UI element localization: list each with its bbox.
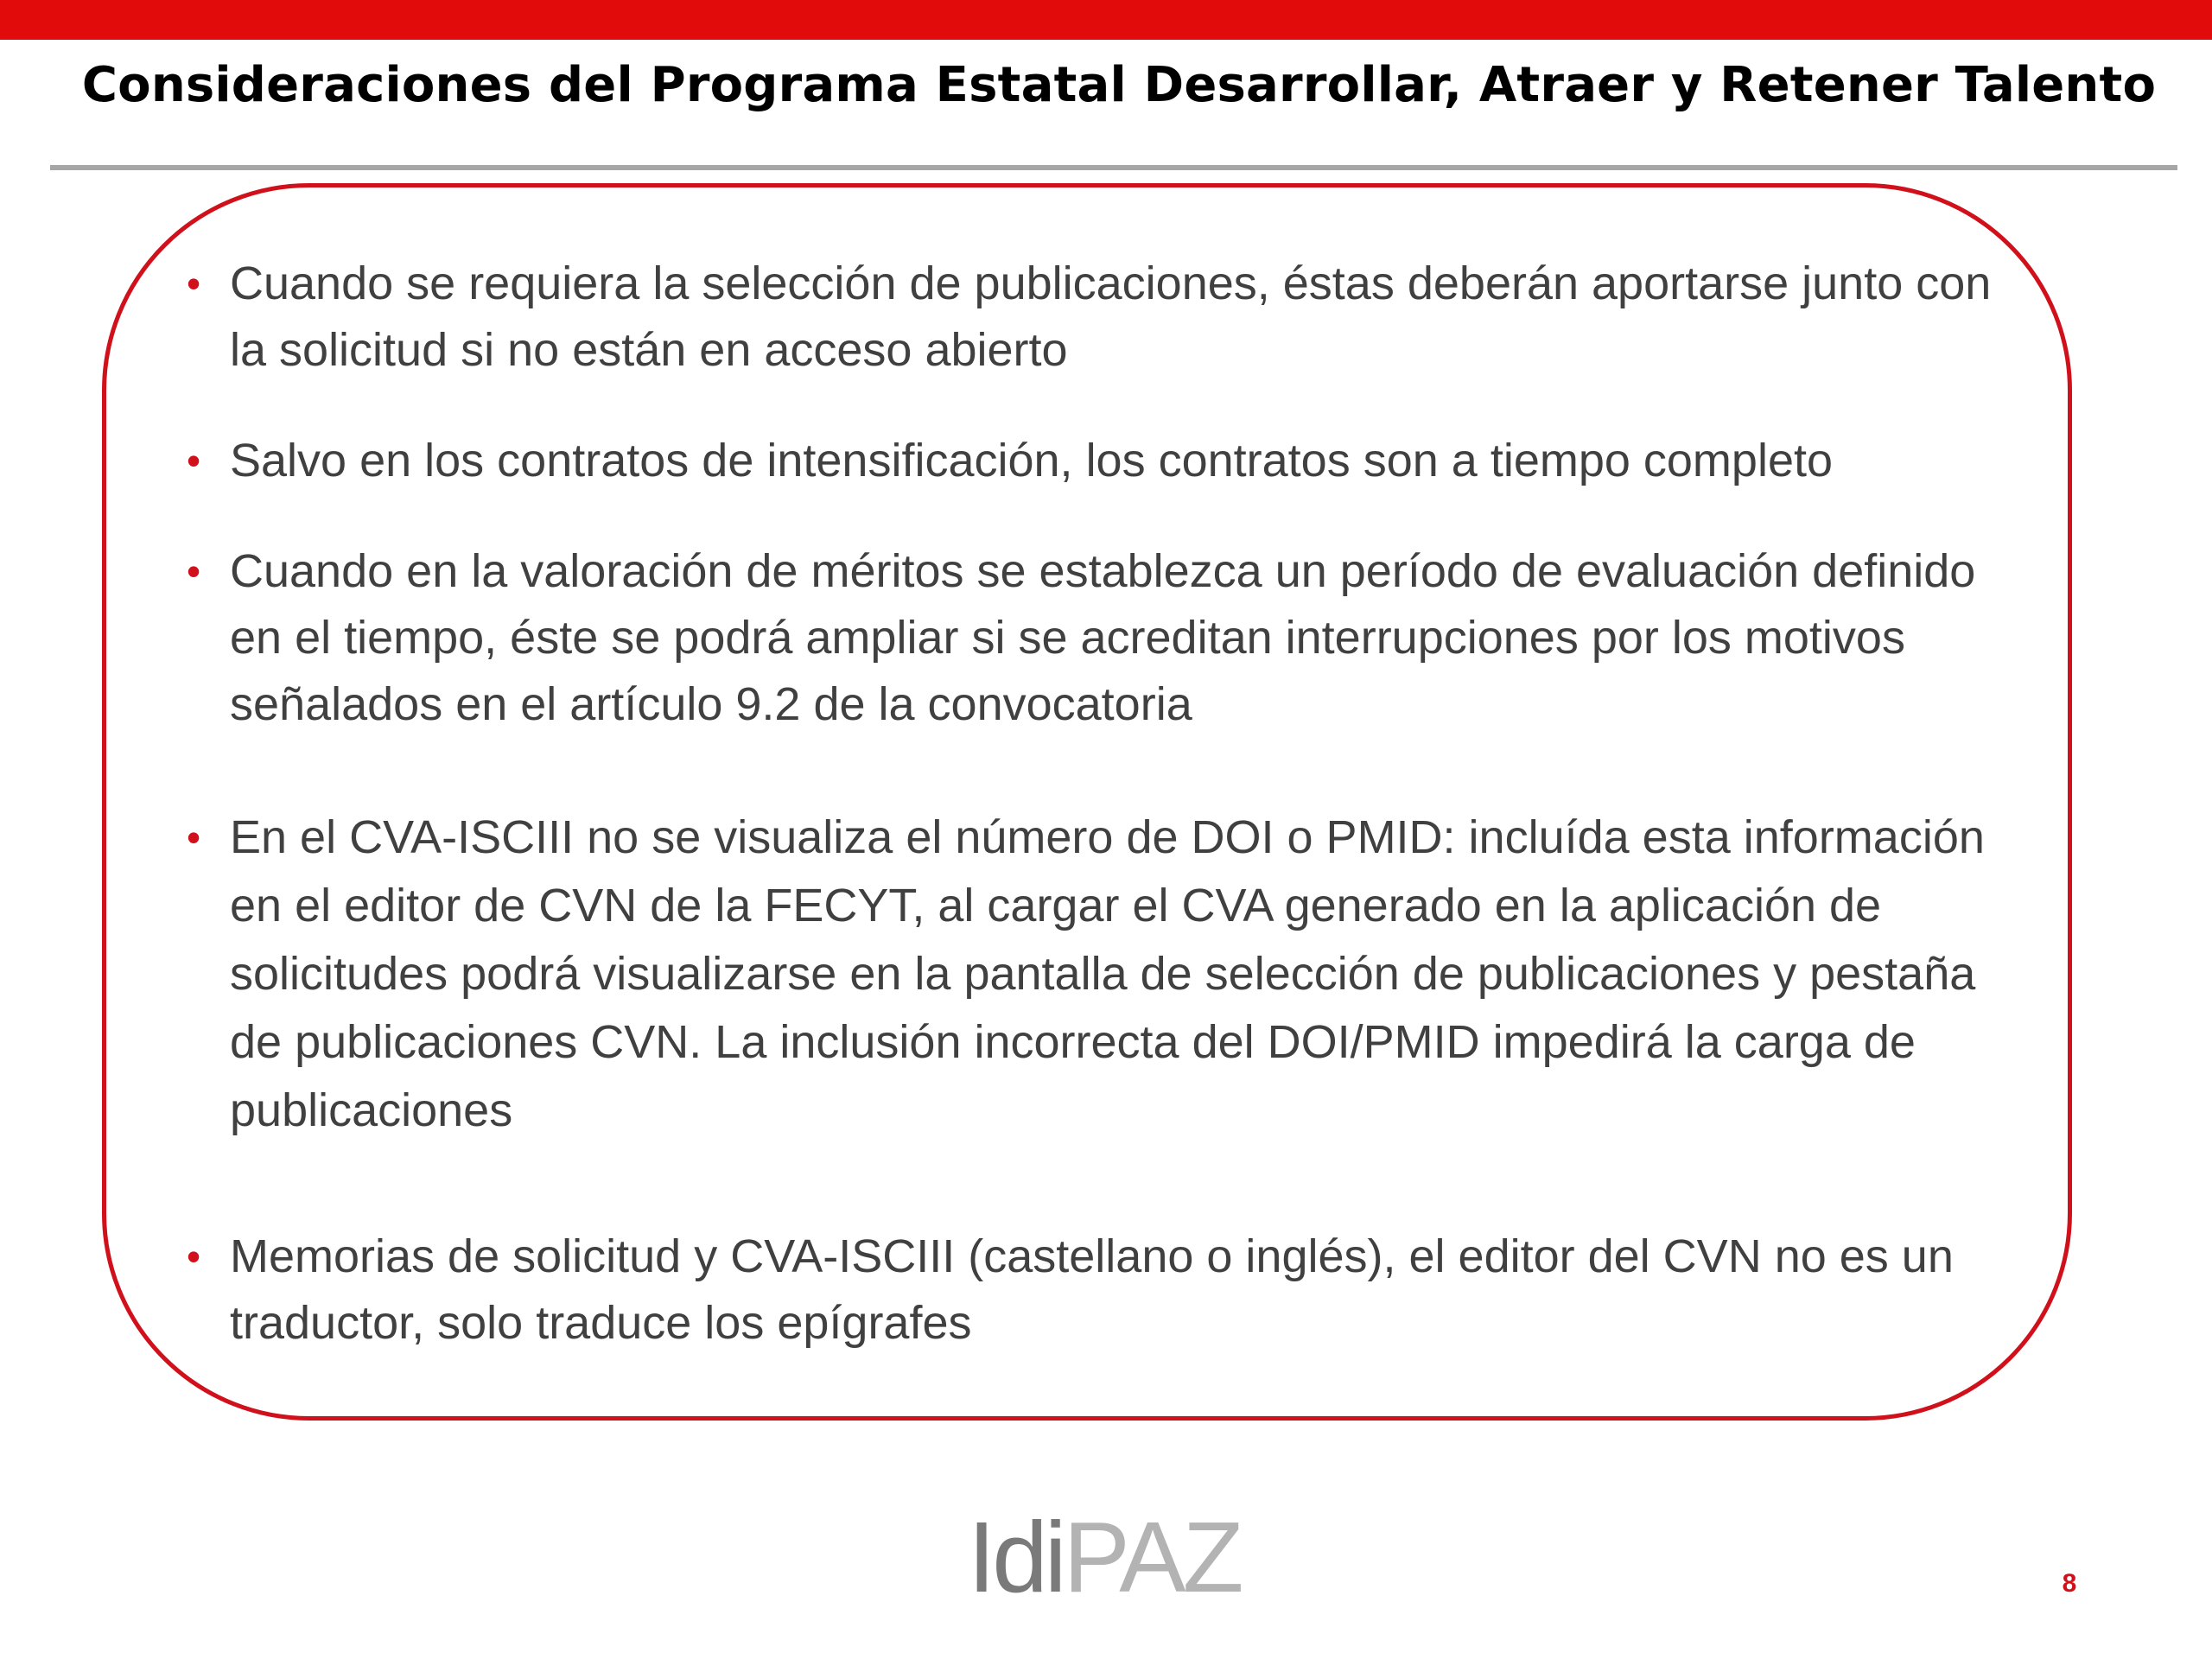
- list-item: [181, 1224, 2039, 1357]
- page-number: 8: [2062, 1569, 2077, 1598]
- bullet-icon: •: [187, 261, 201, 306]
- list-item: [181, 428, 2039, 494]
- bullet-text: Cuando en la valoración de méritos se establezca un período de evaluación definido en el tiempo, éste se podrá ampliar si se acreditan interrupciones por los motivos señalados en el artículo 9.2 de la convocatoria: [230, 545, 1976, 730]
- bullet-icon: •: [187, 815, 201, 860]
- bullet-text: En el CVA-ISCIII no se visualiza el número de DOI o PMID: incluída esta información en el editor de CVN de la FECYT, al cargar el CVA generado en la aplicación de solicitudes podrá visualizarse en la pantalla de selección de publicaciones y pestaña de publicaciones CVN. La inclusión incorrecta del DOI/PMID impedirá la carga de publicaciones: [230, 811, 1985, 1136]
- top-accent-bar: [0, 0, 2212, 40]
- list-item: [181, 538, 2039, 738]
- logo-text-paz: PAZ: [1063, 1501, 1241, 1613]
- list-item: [181, 804, 2039, 1145]
- slide-title: Consideraciones del Programa Estatal Desarrollar, Atraer y Retener Talento: [81, 57, 2157, 113]
- bullet-icon: •: [187, 1234, 201, 1279]
- bullet-icon: •: [187, 549, 201, 594]
- idipaz-logo: [968, 1501, 1241, 1613]
- title-divider: [50, 165, 2177, 170]
- bullet-text: Salvo en los contratos de intensificación, los contratos son a tiempo completo: [230, 435, 1834, 486]
- bullet-text: Cuando se requiera la selección de publicaciones, éstas deberán aportarse junto con la solicitud si no están en acceso abierto: [230, 257, 1992, 376]
- logo-text-idi: Idi: [968, 1501, 1064, 1613]
- bullet-icon: •: [187, 438, 201, 483]
- list-item: [181, 251, 2039, 384]
- bullet-text: Memorias de solicitud y CVA-ISCIII (castellano o inglés), el editor del CVN no es un traductor, solo traduce los epígrafes: [230, 1230, 1954, 1349]
